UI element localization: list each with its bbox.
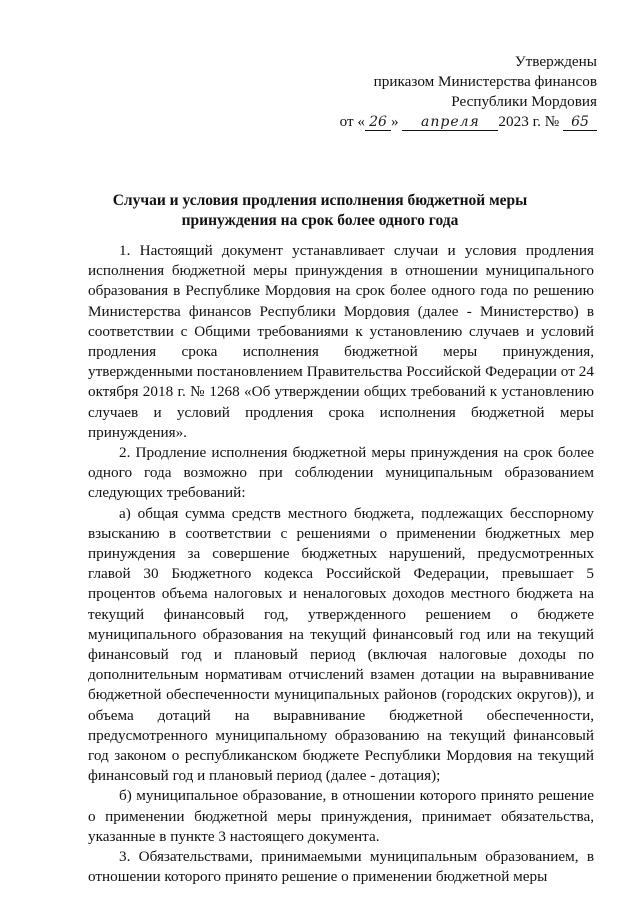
approval-line-republic: Республики Мордовия	[451, 93, 597, 110]
paragraph-3: 3. Обязательствами, принимаемыми муниципальным образованием, в отношении которого принято решение о применении бюджетной меры	[88, 848, 594, 886]
document-title	[80, 191, 560, 231]
title-line-2: принуждения на срок более одного года	[181, 212, 459, 229]
paragraph-2: 2. Продление исполнения бюджетной меры принуждения на срок более одного года возможно при соблюдении муниципальным образованием следующих требований:	[88, 444, 594, 502]
approval-date-line	[297, 112, 597, 132]
title-line-1: Случаи и условия продления исполнения бюджетной меры	[112, 192, 528, 209]
handwritten-month: апреля	[402, 114, 498, 131]
year-text: 2023 г. №	[498, 113, 560, 130]
approval-line-approved: Утверждены	[514, 53, 597, 70]
paragraph-1: 1. Настоящий документ устанавливает случаи и условия продления исполнения бюджетной меры принуждения в отношении муниципального образования в Республике Мордовия на срок более одного года по решению Министерства финансов Республики Мордовия (далее - Министерство) в соответствии с Общими требованиями к установлению случаев и условий продления срока исполнения бюджетной меры принуждения, утвержденными постановлением Правительства Российской Федерации от 24 октября 2018 г. № 1268 «Об утверждении общих требований к установлению случаев и условий продления срока исполнения бюджетной меры принуждения».	[88, 242, 594, 441]
approval-line-order: приказом Министерства финансов	[373, 73, 597, 90]
document-body	[88, 241, 594, 888]
approval-block	[297, 52, 597, 132]
date-prefix: от «	[339, 113, 366, 130]
date-mid: »	[391, 113, 399, 130]
handwritten-order-number: 65	[563, 114, 597, 131]
paragraph-2b: б) муниципальное образование, в отношении которого принято решение о применении бюджетной меры принуждения, принимает обязательства, указанные в пункте 3 настоящего документа.	[88, 787, 594, 845]
handwritten-day: 26	[365, 114, 391, 131]
paragraph-2a: а) общая сумма средств местного бюджета, подлежащих бесспорному взысканию в соответствии с решениями о применении бюджетных мер принуждения за совершение бюджетных нарушений, предусмотренных главой 30 Бюджетного кодекса Российской Федерации, превышает 5 процентов объема налоговых и неналоговых доходов местного бюджета на текущий финансовый год, утвержденного решением о бюджете муниципального образования на текущий финансовый год или на текущий финансовый год и плановый период (включая налоговые доходы по дополнительным нормативам отчислений взамен дотации на выравнивание бюджетной обеспеченности муниципальных районов (городских округов)), и объема дотаций на выравнивание бюджетной обеспеченности, предусмотренного муниципальному образованию на текущий финансовый год законом о республиканском бюджете Республики Мордовия на текущий финансовый год и плановый период (далее - дотация);	[88, 504, 594, 785]
